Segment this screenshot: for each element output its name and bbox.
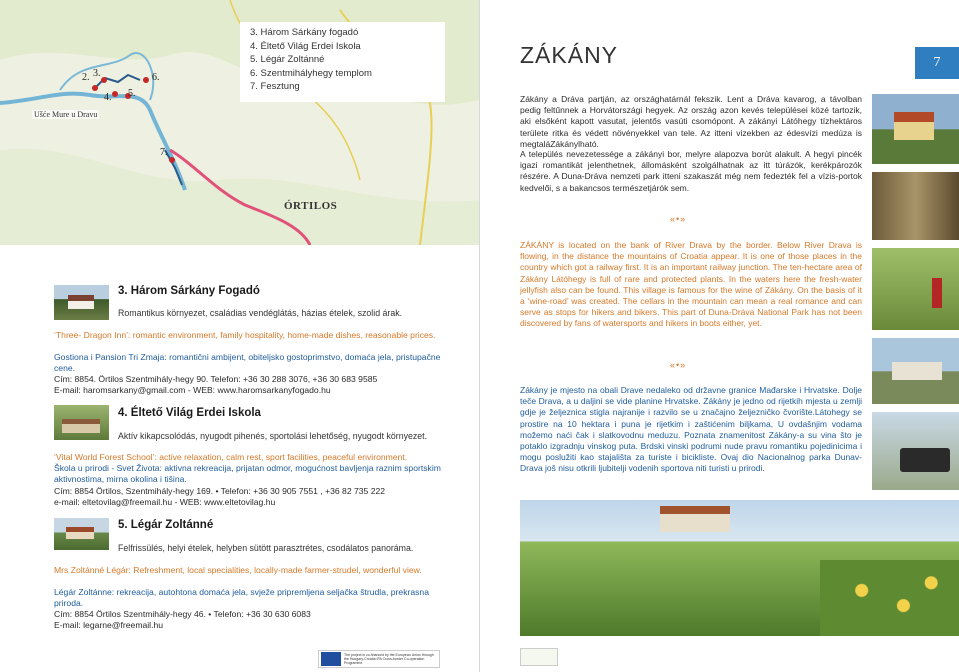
river-photo (872, 338, 959, 404)
forest-school-photo (54, 405, 109, 440)
legend-item: 3. Három Sárkány fogadó (250, 27, 359, 38)
right-page (480, 0, 959, 672)
church-photo (872, 94, 959, 164)
entry-title: 4. Éltető Világ Erdei Iskola (118, 407, 261, 419)
separator: «•» (670, 214, 687, 224)
hu-description-2: A település nevezetessége a zákányi bor, melyre alapozva borút alakult. A hegyi pincék igazi romantikát jelenthetnek, állomásként szolgálhatnak az itt túrázók, kerékpározók részére. A Duna-Dráva nemzeti park itteni szakaszát még nem fedezték fel a vízis-portok kedvelői, s a bakancsos természetjárók sem. (520, 149, 862, 193)
legend-item: 7. Fesztung (250, 81, 300, 92)
partner-logo (520, 648, 558, 666)
left-page (0, 0, 479, 672)
entry-contact: E-mail: legarne@freemail.hu (54, 620, 164, 630)
map-legend (240, 22, 445, 102)
map-marker-7: 7. (160, 147, 168, 158)
entry-en-text: ‘Vital World Forest School’: active relaxation, calm rest, sport facilities, peaceful environment. (54, 452, 408, 462)
legend-item: 6. Szentmihályhegy templom (250, 67, 372, 79)
map-marker-6: 6. (152, 72, 160, 83)
legend-item: 5. Légár Zoltánné (250, 54, 325, 65)
eu-flag-icon (321, 652, 341, 666)
landscape-photo (520, 500, 959, 636)
entry-title: 5. Légár Zoltánné (118, 519, 214, 531)
map-marker-4: 4. (104, 92, 112, 103)
entry-contact: Cím: 8854 Örtilos, Szentmihály-hegy 169. • Telefon: +36 30 905 7551 , +36 82 735 222 (54, 486, 386, 496)
hu-description: Zákány a Dráva partján, az országhatárnál fekszik. Lent a Dráva kavarog, a távolban pedig feltűnnek a Horvátországi hegyek. Az ország azon kevés települései közé tartozik, aki elsőként kapott vasutat, jelentős vasúti csomópont. A zákányi Látóhegy tízhektáros területe ritka és védett növényekkel van tele. Az itteni vizekben az édesvízi medúza is megtaláZákánylható. (520, 94, 862, 149)
entry-hu-text: Romantikus környezet, családias vendéglátás, házias ételek, szolid árak. (118, 308, 403, 318)
train-photo (872, 412, 959, 490)
wine-cellar-photo (872, 172, 959, 240)
entry-hu-text: Felfrissülés, helyi ételek, helyben sütött parasztrétes, csodálatos panoráma. (118, 543, 414, 553)
entry-contact: Cím: 8854. Örtilos Szentmihály-hegy 90. Telefon: +36 30 288 3076, +36 30 683 9585 (54, 374, 378, 384)
map-marker-3: 3. (93, 68, 101, 79)
entry-hr-text: Légár Zoltánne: rekreacija, autohtona domaća jela, svježe pripremljena seljačka štrudla, prekrasna priroda. (54, 587, 429, 609)
entry-contact: E-mail: haromsarkany@gmail.com - WEB: www.haromsarkanyfogado.hu (54, 385, 331, 395)
entry-hr-text: Škola u prirodi - Svet Života: aktivna rekreacija, prijatan odmor, mogućnost bavljenja raznim sportskim aktivnostima, mirna okolina i tišina. (54, 463, 441, 485)
hikers-photo (872, 248, 959, 330)
page-number-badge: 7 (915, 47, 959, 79)
entry-contact: Cím: 8854 Örtilos Szentmihály-hegy 46. • Telefon: +36 30 630 6083 (54, 609, 311, 619)
map-town-label: Ušće Mure u Dravu (34, 110, 98, 119)
legend-item: 4. Éltető Világ Erdei Iskola (250, 40, 361, 52)
map-place-label: ÓRTILOS (284, 200, 338, 212)
entry-contact: e-mail: eltetovilag@freemail.hu - WEB: www.eltetovilag.hu (54, 497, 276, 507)
map-marker-2: 2. (82, 72, 90, 83)
hr-description: Zákány je mjesto na obali Drave nedaleko od državne granice Mađarske i Hrvatske. Dolje teče Drava, a u daljini se vide planine Hrvatske. Zákány je jedno od rijetkih mjesta u zemlji gdje je željeznica stigla najranije i razvilo se u značajno željezničko čvorište.Látohegy se prostire na 10 hektara i puna je rijetkim i zaštićenim biljkama, U ovdašnjim vodama možemo naći čak i slatkovodnu meduzu. Poznata znamenitost Zákány-a su vina što je potaklo izgradnju vinskog puta. Brdski vinski podrumi nude pravu romantiku pojedinicima i mogu poslužiti kao stajališta za turiste i bicikliste. Ovaj dio Nacionalnog parka Dunav-Drava još nisu otkrili ljubitelji vodenih sportova niti turisti u prirodi. (520, 385, 862, 474)
map-marker-5: 5. (128, 88, 136, 99)
inn-photo (54, 285, 109, 320)
entry-en-text: ‘Three- Dragon Inn’: romantic environment, family hospitality, home-made dishes, reasonable prices. (54, 330, 436, 340)
legar-photo (54, 518, 109, 550)
area-map (0, 0, 479, 245)
entry-hu-text: Aktív kikapcsolódás, nyugodt pihenés, sportolási lehetőség, nyugodt környezet. (118, 431, 428, 441)
separator: «•» (670, 360, 687, 370)
page-title: ZÁKÁNY (520, 42, 619, 68)
eu-logo-text: The project is co-financed by the European Union through the Hungary-Croatia IPA Cross-border Co-operation Programme (344, 653, 434, 665)
entry-title: 3. Három Sárkány Fogadó (118, 285, 260, 297)
entry-en-text: Mrs Zoltánné Légár: Refreshment, local specialities, locally-made farmer-strudel, wonderful view. (54, 565, 422, 575)
entry-hr-text: Gostiona i Pansion Tri Zmaja: romantični ambijent, obiteljsko gostoprimstvo, domaća jela, pristupačne cene. (54, 352, 441, 374)
eu-logo (318, 650, 440, 668)
en-description: ZÁKÁNY is located on the bank of River Drava by the border. Below River Drava is flowing, in the distance the mountains of Croatia appear. It is one of those places in the country which got a railway first. It is an important railway junction. The ten-hectare area of Zákány Látóhegy is full of rare and protected plants. In the waters here the fresh-water jellyfish also can be found. This village is famous for the wine of Zákány. On the basis of it a ‘wine-road’ was created. The cellars in the mountain can mean a real romance and can serve as stops for hikers and bikers. This part of Duna-Dráva National Park has not been discovered by fans of watersports and hikers in boots either, yet. (520, 240, 862, 329)
